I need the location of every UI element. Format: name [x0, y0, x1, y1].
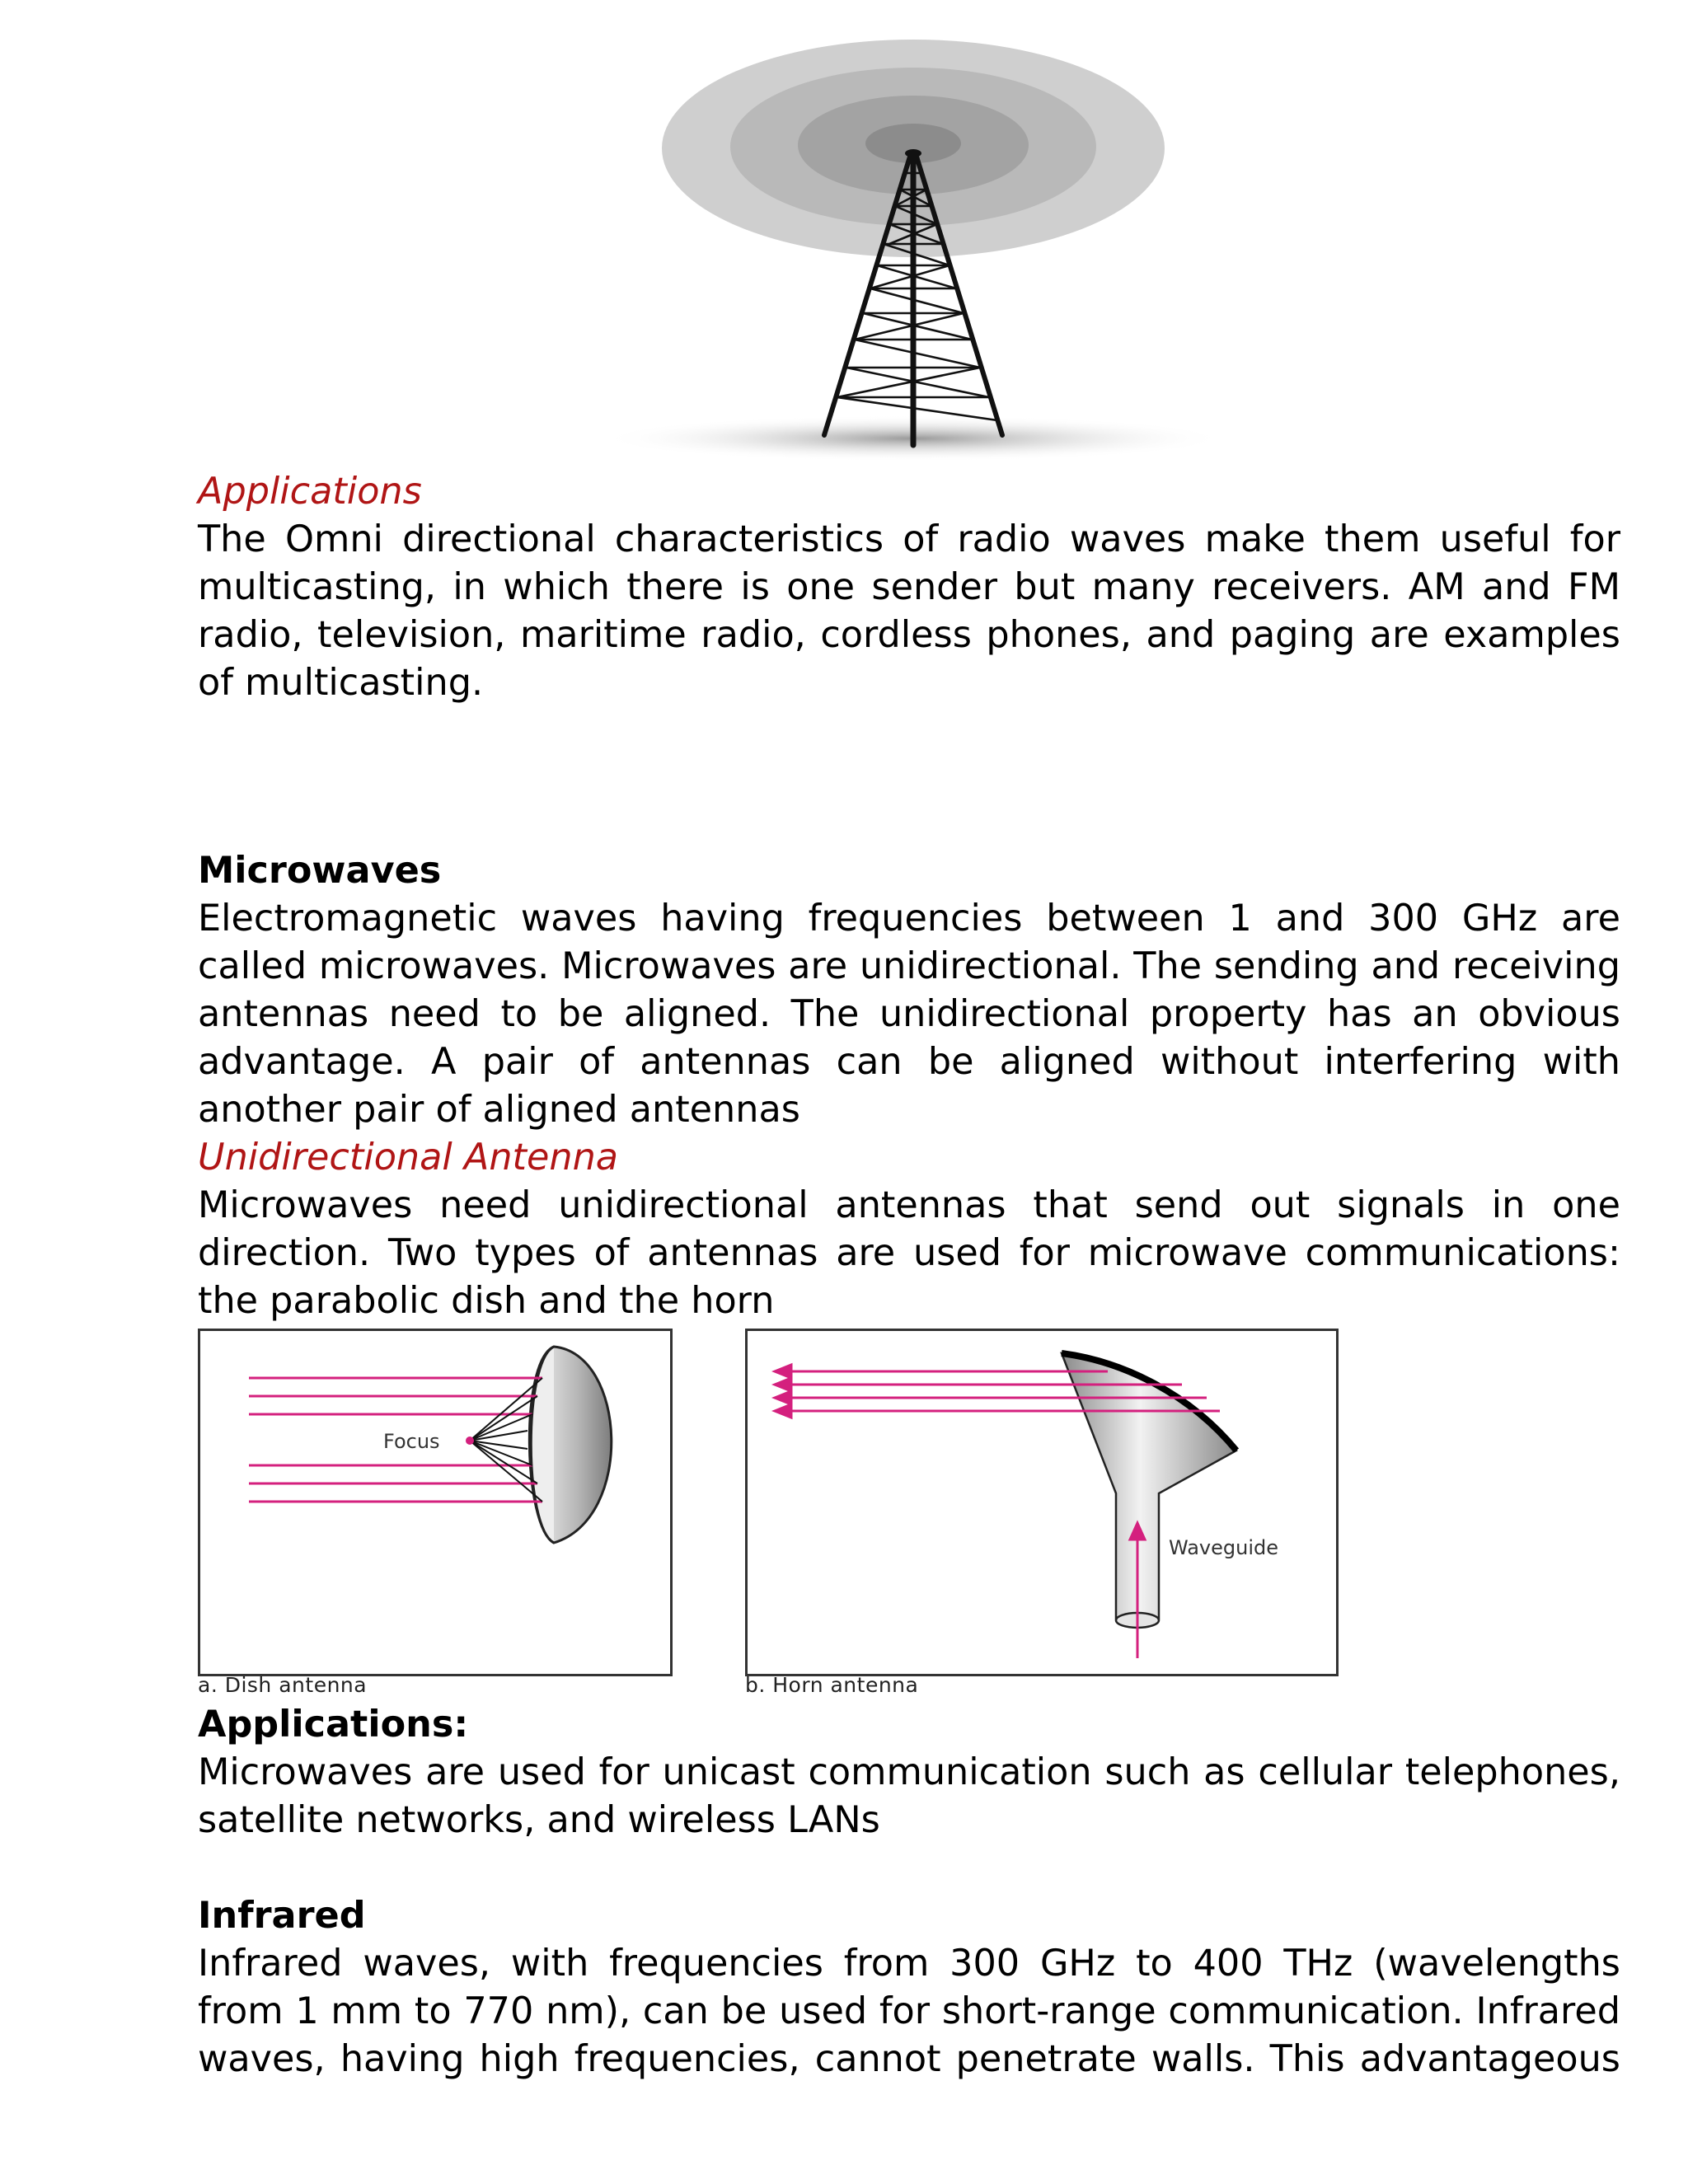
- horn-antenna-figure: [745, 1329, 1339, 1676]
- microwaves-text: Electromagnetic waves having frequencies between 1 and 300 GHz are called microwaves. Microwaves are unidirectional. The sending and receiving antennas need to be aligned. The unidirectional property has an obvious advantage. A pair of antennas can be aligned without interfering with another pair of aligned antennas: [198, 898, 1620, 1131]
- infrared-heading: Infrared: [198, 1895, 366, 1937]
- infrared-text: Infrared waves, with frequencies from 300 GHz to 400 THz (wavelengths from 1 mm to 770 nm), can be used for short-range communication. Infrared waves, having high frequencies, cannot penetrate walls. This advantageous: [198, 1943, 1620, 2080]
- microwave-applications-section: [198, 1701, 1620, 1844]
- radio-applications-text: The Omni directional characteristics of radio waves make them useful for multicasting, in which there is one sender but many receivers. AM and FM radio, television, maritime radio, cordless phones, and paging are examples of multicasting.: [198, 518, 1620, 704]
- dish-antenna-caption: a. Dish antenna: [198, 1673, 368, 1697]
- microwaves-section: [198, 847, 1620, 1325]
- horn-frame: [747, 1330, 1338, 1675]
- focus-label: Focus: [383, 1430, 440, 1453]
- focus-point: [466, 1436, 474, 1445]
- waveguide-label: Waveguide: [1169, 1536, 1278, 1559]
- infrared-section: [198, 1892, 1620, 2083]
- horn-antenna-caption: b. Horn antenna: [745, 1673, 919, 1697]
- radio-tower-illustration: [602, 33, 1228, 470]
- unidirectional-antenna-text: Microwaves need unidirectional antennas that send out signals in one direction. Two types of antennas are used for microwave communications: the parabolic dish and the horn: [198, 1184, 1620, 1322]
- dish-antenna-figure: [198, 1329, 673, 1676]
- radio-applications-heading: Applications: [198, 471, 422, 513]
- microwave-applications-heading: Applications:: [198, 1704, 469, 1746]
- microwaves-heading: Microwaves: [198, 850, 442, 892]
- radio-applications-section: [198, 468, 1620, 707]
- tower-tip: [905, 149, 921, 157]
- unidirectional-antenna-heading: Unidirectional Antenna: [198, 1137, 619, 1179]
- microwave-applications-text: Microwaves are used for unicast communication such as cellular telephones, satellite networks, and wireless LANs: [198, 1751, 1620, 1841]
